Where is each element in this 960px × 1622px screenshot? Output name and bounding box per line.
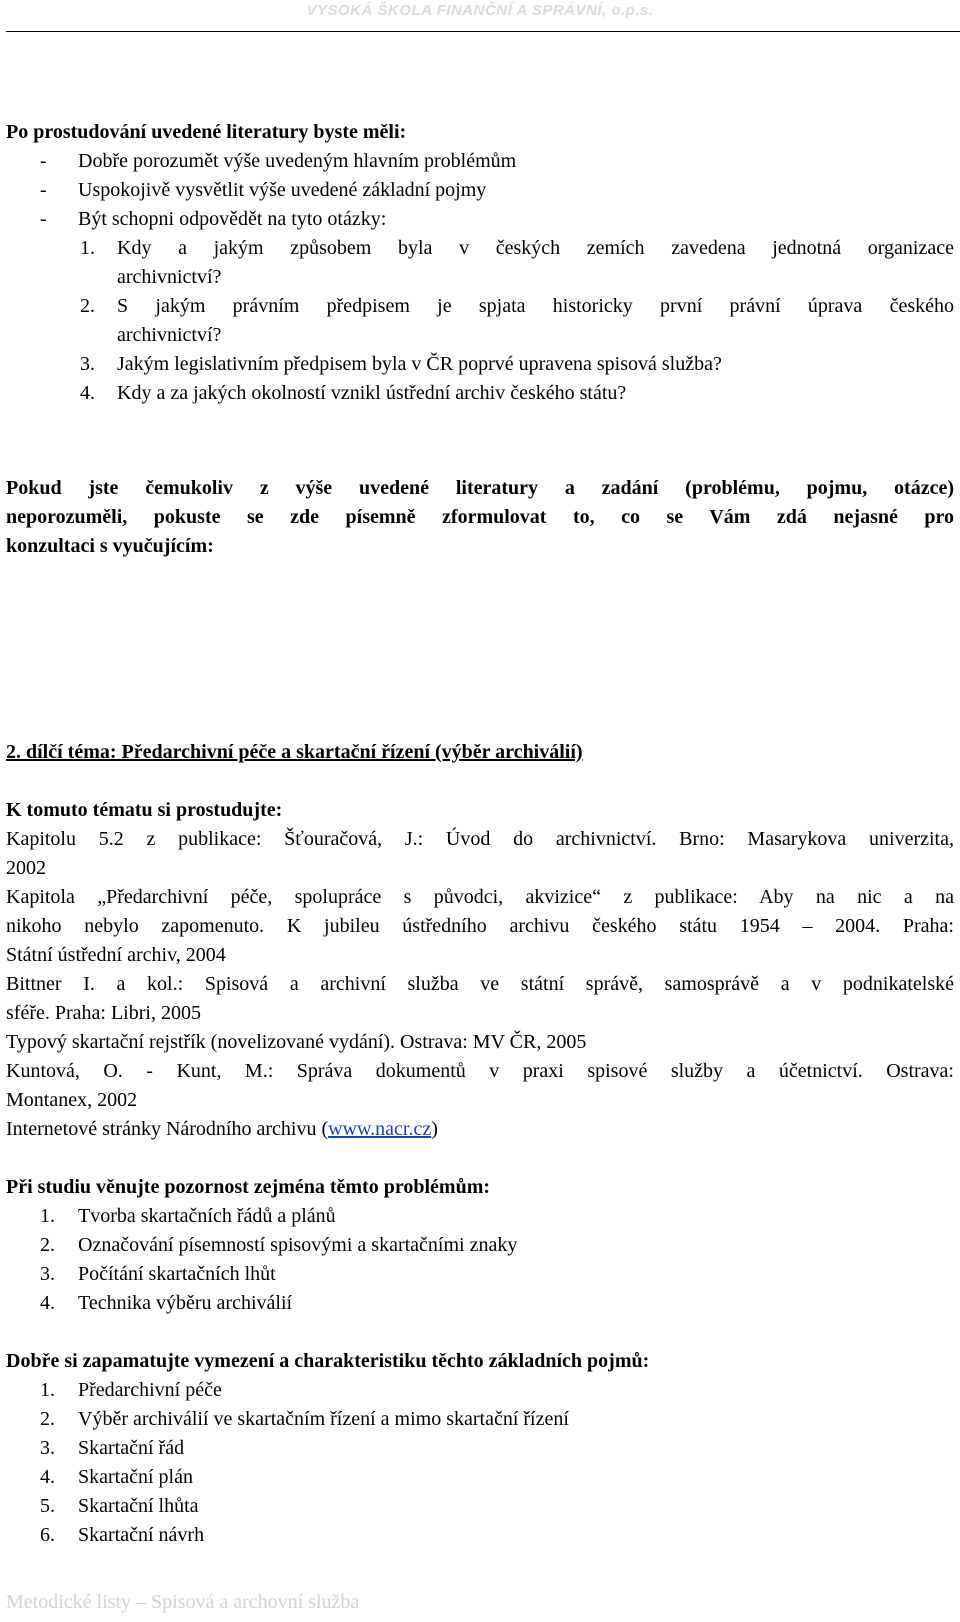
concept-item: Skartační lhůta: [78, 1495, 199, 1517]
problem-item: Počítání skartačních lhůt: [78, 1263, 276, 1285]
bullet-marker: -: [40, 179, 47, 201]
concept-item: Skartační plán: [78, 1466, 193, 1488]
literature-line: 2002: [6, 857, 46, 879]
literature-line: Kapitolu 5.2 z publikace: Šťouračová, J.: Úvod do archivnictví. Brno: Masarykova univerzita,: [6, 828, 954, 850]
concept-item: Skartační řád: [78, 1437, 185, 1459]
header-divider: [6, 31, 960, 32]
study-outcomes-heading: Po prostudování uvedené literatury byste měli:: [6, 121, 407, 143]
problem-item: Tvorba skartačních řádů a plánů: [78, 1205, 336, 1227]
question-number: 3.: [80, 353, 95, 375]
bullet-item: Být schopni odpovědět na tyto otázky:: [78, 208, 387, 230]
nacr-link[interactable]: www.nacr.cz: [328, 1118, 432, 1140]
topic-title: 2. dílčí téma: Předarchivní péče a skartační řízení (výběr archiválií): [6, 741, 583, 763]
literature-line: Státní ústřední archiv, 2004: [6, 944, 226, 966]
question-text-continued: archivnictví?: [117, 266, 222, 288]
problems-heading: Při studiu věnujte pozornost zejména těmto problémům:: [6, 1176, 491, 1198]
web-reference: [6, 1115, 438, 1144]
literature-line: Typový skartační rejstřík (novelizované vydání). Ostrava: MV ČR, 2005: [6, 1031, 587, 1053]
page-header: VYSOKÁ ŠKOLA FINANČNÍ A SPRÁVNÍ, o.p.s.: [306, 2, 654, 19]
problem-number: 4.: [40, 1292, 55, 1314]
concept-item: Výběr archiválií ve skartačním řízení a mimo skartační řízení: [78, 1408, 569, 1430]
consultation-text: konzultaci s vyučujícím:: [6, 535, 214, 557]
bullet-item: Uspokojivě vysvětlit výše uvedené základní pojmy: [78, 179, 487, 201]
concept-item: Předarchivní péče: [78, 1379, 222, 1401]
problem-number: 2.: [40, 1234, 55, 1256]
concept-number: 5.: [40, 1495, 55, 1517]
consultation-text: Pokud jste čemukoliv z výše uvedené literatury a zadání (problému, pojmu, otázce): [6, 477, 954, 499]
question-text-continued: archivnictví?: [117, 324, 222, 346]
problem-number: 3.: [40, 1263, 55, 1285]
bullet-item: Dobře porozumět výše uvedeným hlavním problémům: [78, 150, 517, 172]
concept-number: 3.: [40, 1437, 55, 1459]
concepts-heading: Dobře si zapamatujte vymezení a charakteristiku těchto základních pojmů:: [6, 1350, 650, 1372]
question-text: Kdy a jakým způsobem byla v českých zemích zavedena jednotná organizace: [117, 237, 954, 259]
question-number: 2.: [80, 295, 95, 317]
web-reference-prefix: Internetové stránky Národního archivu (: [6, 1118, 329, 1140]
web-reference-suffix: ): [431, 1118, 438, 1140]
concept-number: 1.: [40, 1379, 55, 1401]
question-text: Kdy a za jakých okolností vznikl ústřední archiv českého státu?: [117, 382, 627, 404]
concept-number: 2.: [40, 1408, 55, 1430]
question-text: S jakým právním předpisem je spjata historicky první právní úprava českého: [117, 295, 954, 317]
concept-item: Skartační návrh: [78, 1524, 205, 1546]
study-heading: K tomuto tématu si prostudujte:: [6, 799, 283, 821]
concept-number: 6.: [40, 1524, 55, 1546]
problem-item: Označování písemností spisovými a skartačními znaky: [78, 1234, 518, 1256]
literature-line: nikoho nebylo zapomenuto. K jubileu ústředního archivu českého státu 1954 – 2004. Praha:: [6, 915, 954, 937]
literature-line: sféře. Praha: Libri, 2005: [6, 1002, 201, 1024]
question-number: 1.: [80, 237, 95, 259]
problem-item: Technika výběru archiválií: [78, 1292, 293, 1314]
literature-line: Kuntová, O. - Kunt, M.: Správa dokumentů v praxi spisové služby a účetnictví. Ostrava:: [6, 1060, 954, 1082]
literature-line: Montanex, 2002: [6, 1089, 138, 1111]
literature-line: Bittner I. a kol.: Spisová a archivní služba ve státní správě, samosprávě a v podnikatelské: [6, 973, 954, 995]
problem-number: 1.: [40, 1205, 55, 1227]
concept-number: 4.: [40, 1466, 55, 1488]
page-footer: Metodické listy – Spisová a archovní služba: [6, 1591, 360, 1613]
literature-line: Kapitola „Předarchivní péče, spolupráce s původci, akvizice“ z publikace: Aby na nic a na: [6, 886, 954, 908]
question-number: 4.: [80, 382, 95, 404]
bullet-marker: -: [40, 208, 47, 230]
question-text: Jakým legislativním předpisem byla v ČR poprvé upravena spisová služba?: [117, 353, 722, 375]
bullet-marker: -: [40, 150, 47, 172]
consultation-text: neporozuměli, pokuste se zde písemně zformulovat to, co se Vám zdá nejasné pro: [6, 506, 954, 528]
